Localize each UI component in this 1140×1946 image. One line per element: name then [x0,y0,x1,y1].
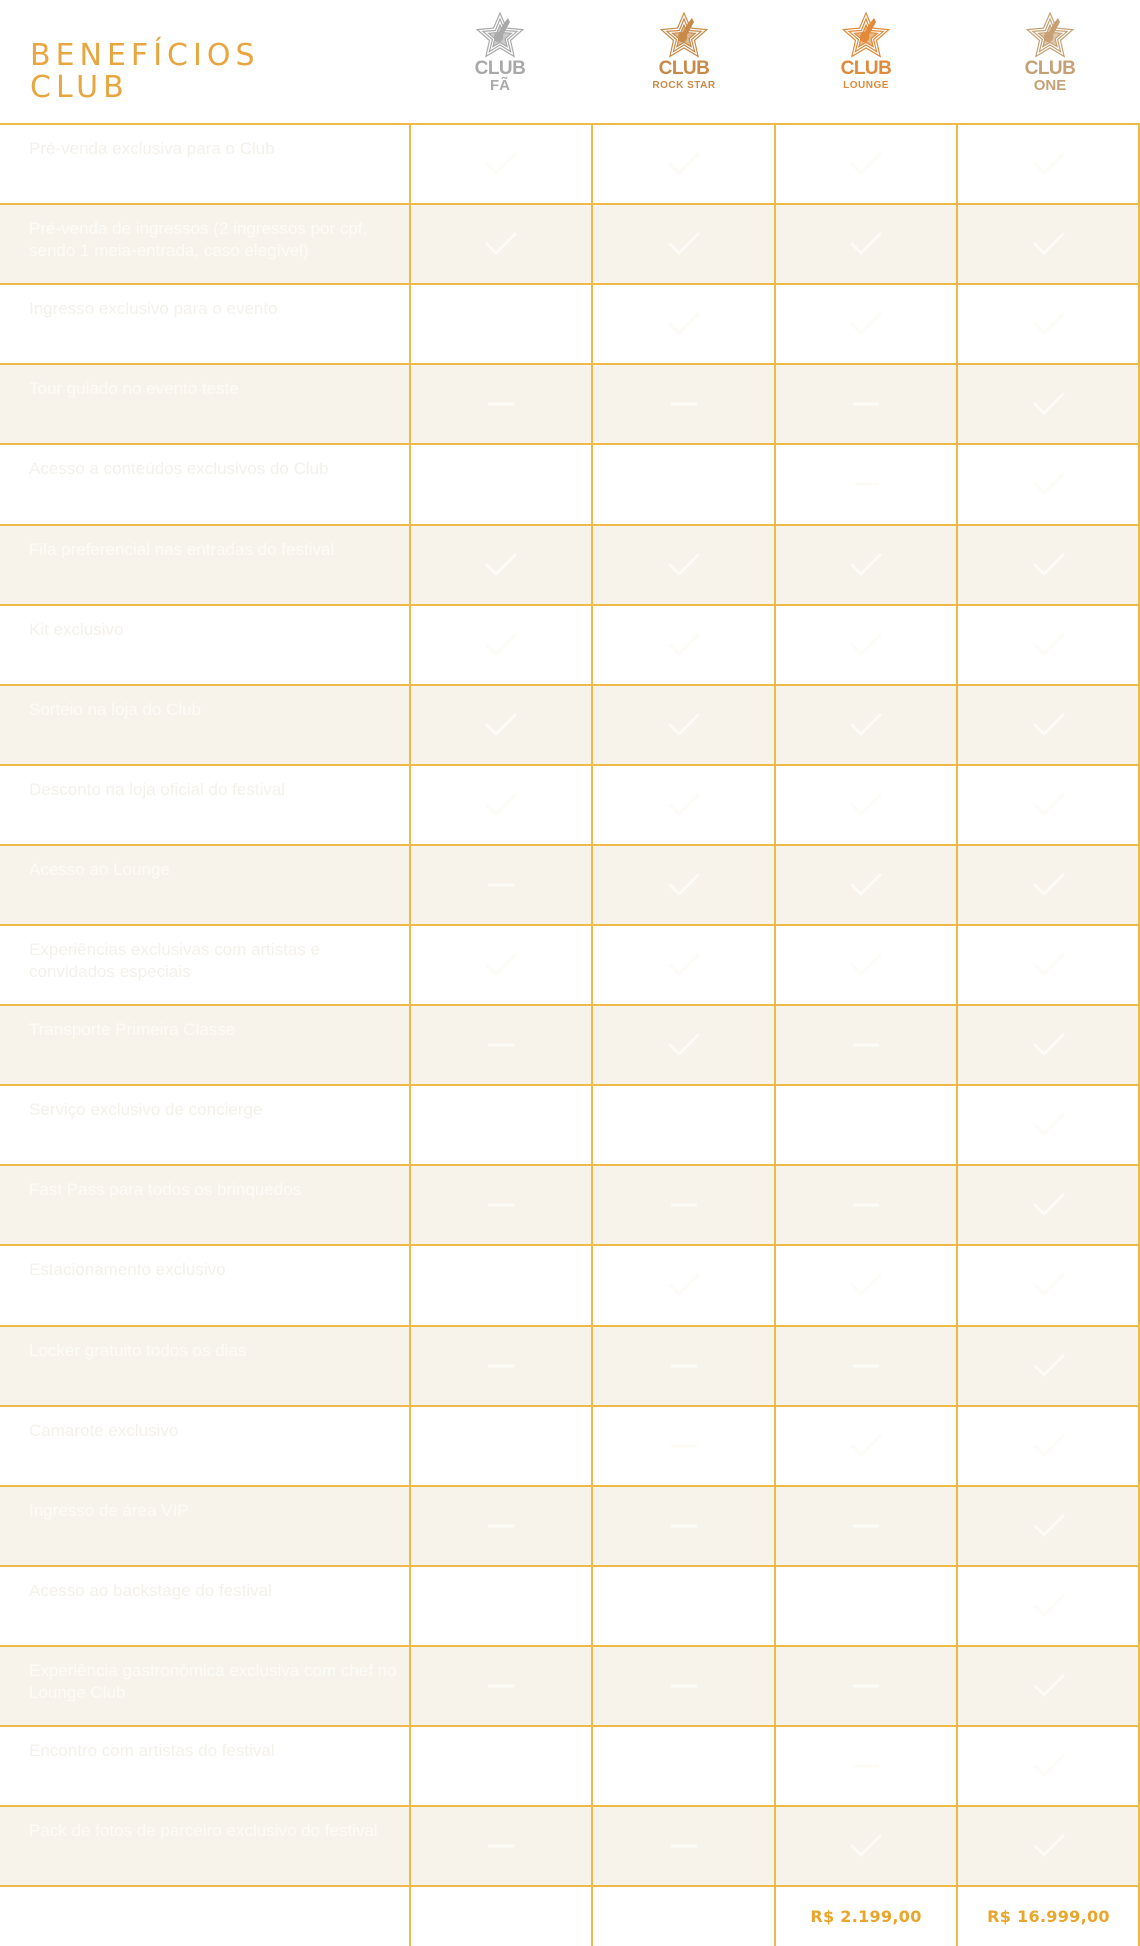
benefit-title: Ingresso exclusivo para o evento [29,299,278,318]
plan-1-cell [410,444,592,524]
benefit-cell [0,685,410,765]
dash-icon [853,1523,879,1529]
dash-icon [488,1363,514,1369]
row-divider [0,924,1140,926]
plan-name-label: ONE [1033,77,1067,94]
dash-icon [488,1843,514,1849]
plan-4-cell [957,444,1140,524]
dash-icon [671,1683,697,1689]
check-icon [1032,952,1066,978]
plan-3-cell [775,1486,957,1566]
dash-icon [853,1202,879,1208]
benefit-cell [0,1806,410,1886]
plan-1-cell [410,364,592,444]
benefit-cell [0,1646,410,1726]
plan-2-cell [592,925,775,1005]
benefit-cell [0,845,410,925]
check-icon [667,552,701,578]
row-divider [0,1164,1140,1166]
check-icon [1032,1433,1066,1459]
plan-3-cell [775,925,957,1005]
plan-3-cell [775,525,957,605]
plan-3-cell [775,1245,957,1325]
plan-2-cell [592,1726,775,1806]
table-row [0,1726,1140,1806]
plan-name-label: LOUNGE [843,80,889,91]
check-icon [484,552,518,578]
dash-icon [488,1042,514,1048]
plan-1-cell [410,525,592,605]
row-divider [0,123,1140,125]
table-row [0,124,1140,204]
dash-icon [488,1202,514,1208]
row-divider [0,1485,1140,1487]
table-row [0,605,1140,685]
plan-2-cell [592,1005,775,1085]
benefit-cell [0,124,410,204]
dash-icon [853,481,879,487]
row-divider [0,844,1140,846]
check-icon [667,632,701,658]
benefit-title: Pack de fotos de parceiro exclusivo do festival [29,1821,378,1840]
plan-4-cell [957,284,1140,364]
star-guitar-icon [474,10,526,60]
plan-logo-rock-star [624,10,744,106]
check-icon [667,231,701,257]
benefit-cell [0,364,410,444]
row-divider [0,1565,1140,1567]
plan-1-cell [410,1486,592,1566]
benefit-cell [0,1005,410,1085]
check-icon [1032,1673,1066,1699]
plan-3-cell [775,364,957,444]
plan-club-label: CLUB [1024,58,1076,79]
plan-3-cell [775,124,957,204]
row-divider [0,524,1140,526]
plan-club-label: CLUB [658,58,710,79]
column-divider [956,123,958,1946]
plan-3-cell [775,845,957,925]
check-icon [484,632,518,658]
check-icon [667,311,701,337]
dash-icon [853,1763,879,1769]
dash-icon [853,401,879,407]
plan-1-cell [410,1726,592,1806]
benefit-cell [0,525,410,605]
table-row [0,845,1140,925]
plan-2-cell [592,1165,775,1245]
check-icon [1032,872,1066,898]
check-icon [849,952,883,978]
benefit-cell [0,765,410,845]
plan-4-cell [957,605,1140,685]
plan-1-cell [410,925,592,1005]
benefit-title: Estacionamento exclusivo [29,1260,226,1279]
benefit-cell [0,284,410,364]
check-icon [667,952,701,978]
benefit-title: Experiência gastronômica exclusiva com chef no Lounge Club [29,1661,397,1702]
column-divider [591,123,593,1946]
dash-icon [671,1523,697,1529]
row-divider [0,443,1140,445]
benefit-title: Ingresso de área VIP [29,1501,189,1520]
plan-1-cell [410,1566,592,1646]
check-icon [1032,1753,1066,1779]
plan-1-cell [410,765,592,845]
benefit-title: Fast Pass para todos os brinquedos [29,1180,302,1199]
plan-3-cell [775,1806,957,1886]
check-icon [1032,712,1066,738]
check-icon [667,792,701,818]
check-icon [484,712,518,738]
star-guitar-icon [658,10,710,60]
check-icon [667,151,701,177]
plan-4-cell [957,1085,1140,1165]
table-row [0,204,1140,284]
check-icon [484,151,518,177]
plan-club-label: CLUB [840,58,892,79]
plan-3-cell [775,605,957,685]
benefit-title: Tour guiado no evento teste [29,379,239,398]
table-row [0,444,1140,524]
star-guitar-icon [840,10,892,60]
check-icon [849,231,883,257]
benefit-cell [0,1406,410,1486]
plan-1-cell [410,1165,592,1245]
plan-4-cell [957,1566,1140,1646]
row-divider [0,684,1140,686]
check-icon [849,712,883,738]
header [0,0,1140,124]
table-row [0,685,1140,765]
check-icon [1032,1353,1066,1379]
plan-logo-fã [440,10,560,106]
row-divider [0,1645,1140,1647]
plan-4-cell [957,1326,1140,1406]
check-icon [1032,552,1066,578]
row-divider [0,1325,1140,1327]
plan-1-cell [410,685,592,765]
table-row [0,1806,1140,1886]
benefit-title: Transporte Primeira Classe [29,1020,236,1039]
check-icon [1032,632,1066,658]
dash-icon [671,1443,697,1449]
check-icon [1032,391,1066,417]
page-title [30,40,260,104]
check-icon [849,151,883,177]
row-divider [0,363,1140,365]
plan-3-cell [775,1326,957,1406]
dash-icon [671,1202,697,1208]
plan-name-label: FÃ [490,77,510,94]
benefit-cell [0,1085,410,1165]
plan-1-cell [410,1406,592,1486]
benefit-cell [0,1165,410,1245]
row-divider [0,1405,1140,1407]
plan-4-cell [957,1406,1140,1486]
plan-4-cell [957,1245,1140,1325]
benefit-title: Locker gratuito todos os dias [29,1341,247,1360]
check-icon [1032,311,1066,337]
table-row [0,525,1140,605]
table-row [0,1406,1140,1486]
table-row [0,364,1140,444]
plan-4-cell [957,1646,1140,1726]
plan-price: R$ 16.999,00 [987,1906,1110,1926]
benefit-cell [0,1726,410,1806]
dash-icon [671,401,697,407]
plan-1-cell [410,1646,592,1726]
plan-3-cell [775,1406,957,1486]
benefit-cell [0,1486,410,1566]
benefit-cell [0,605,410,685]
benefit-cell [0,444,410,524]
plan-3-cell [775,1165,957,1245]
plan-4-cell [957,765,1140,845]
row-divider [0,604,1140,606]
plan-2-cell [592,1486,775,1566]
row-divider [0,1725,1140,1727]
plan-4-cell [957,845,1140,925]
table-row [0,1245,1140,1325]
plan-1-cell [410,1245,592,1325]
plan-4-cell [957,1806,1140,1886]
plan-1-cell [410,845,592,925]
check-icon [1032,1593,1066,1619]
plan-2-cell [592,1326,775,1406]
dash-icon [488,882,514,888]
plan-3-cell [775,1085,957,1165]
plan-1-cell [410,124,592,204]
plan-4-cell [957,925,1140,1005]
plan-4-cell [957,364,1140,444]
table-row [0,1486,1140,1566]
column-divider [409,123,411,1946]
plan-3-cell [775,444,957,524]
dash-icon [853,1042,879,1048]
check-icon [667,712,701,738]
plan-logo-one [990,10,1110,106]
check-icon [849,632,883,658]
check-icon [849,1433,883,1459]
benefit-title: Encontro com artistas do festival [29,1741,275,1760]
check-icon [484,792,518,818]
plan-2-cell [592,1245,775,1325]
table-row [0,765,1140,845]
plan-4-cell [957,1165,1140,1245]
plan-2-cell [592,765,775,845]
benefit-cell [0,1245,410,1325]
column-divider [774,123,776,1946]
benefit-title: Pré-venda exclusiva para o Club [29,139,275,158]
title-line-1: BENEFÍCIOS [30,38,260,73]
check-icon [667,1272,701,1298]
plan-1-cell [410,284,592,364]
plan-2-cell [592,1406,775,1486]
plan-1-cell [410,1806,592,1886]
plan-4-cell [957,124,1140,204]
table-row [0,1646,1140,1726]
plan-3-cell [775,1726,957,1806]
check-icon [1032,1513,1066,1539]
plan-2-cell [592,1806,775,1886]
benefit-title: Fila preferencial nas entradas do festival [29,540,335,559]
plan-3-cell [775,204,957,284]
check-icon [849,311,883,337]
plan-4-cell [957,1486,1140,1566]
plan-3-cell [775,765,957,845]
dash-icon [671,1843,697,1849]
plan-3-cell [775,685,957,765]
row-divider [0,1084,1140,1086]
plan-1-cell [410,605,592,685]
table-row [0,284,1140,364]
benefit-cell [0,925,410,1005]
table-row [0,1326,1140,1406]
plan-2-cell [592,845,775,925]
check-icon [1032,1272,1066,1298]
dash-icon [488,1523,514,1529]
check-icon [849,872,883,898]
benefit-title: Acesso a conteúdos exclusivos do Club [29,459,329,478]
plan-1-cell [410,1085,592,1165]
check-icon [1032,1192,1066,1218]
row-divider [0,283,1140,285]
check-icon [1032,151,1066,177]
check-icon [849,1272,883,1298]
check-icon [484,952,518,978]
plan-1-cell [410,1326,592,1406]
check-icon [1032,792,1066,818]
table-row [0,1005,1140,1085]
plan-name-label: ROCK STAR [652,80,716,91]
check-icon [849,552,883,578]
benefit-cell [0,204,410,284]
plan-3-cell [775,1005,957,1085]
plan-1-cell [410,204,592,284]
plan-2-cell [592,605,775,685]
check-icon [667,1032,701,1058]
plan-4-cell [957,1005,1140,1085]
dash-icon [853,1363,879,1369]
check-icon [1032,1032,1066,1058]
plan-4-cell [957,685,1140,765]
plan-2-cell [592,204,775,284]
plan-3-cell [775,1646,957,1726]
benefit-title: Acesso ao backstage do festival [29,1581,272,1600]
plan-3-cell [775,284,957,364]
dash-icon [853,1683,879,1689]
row-divider [0,203,1140,205]
plan-4-cell [957,1726,1140,1806]
row-divider [0,1004,1140,1006]
check-icon [1032,231,1066,257]
plan-2-cell [592,1646,775,1726]
benefit-title: Kit exclusivo [29,620,124,639]
dash-icon [488,401,514,407]
check-icon [849,792,883,818]
row-divider [0,764,1140,766]
benefit-title: Desconto na loja oficial do festival [29,780,286,799]
plan-2-cell [592,364,775,444]
row-divider [0,1805,1140,1807]
plan-2-cell [592,444,775,524]
benefit-title: Camarote exclusivo [29,1421,179,1440]
check-icon [1032,1112,1066,1138]
benefit-cell [0,1566,410,1646]
benefit-title: Sorteio na loja do Club [29,700,202,719]
check-icon [1032,471,1066,497]
plan-4-cell [957,204,1140,284]
plan-2-cell [592,124,775,204]
dash-icon [671,1363,697,1369]
plan-logo-lounge [806,10,926,106]
table-row [0,925,1140,1005]
plan-4-cell [957,525,1140,605]
check-icon [849,1833,883,1859]
plan-price: R$ 2.199,00 [810,1906,922,1926]
plan-3-cell [775,1566,957,1646]
benefit-cell [0,1326,410,1406]
table-row [0,1566,1140,1646]
check-icon [667,872,701,898]
benefit-title: Serviço exclusivo de concierge [29,1100,263,1119]
check-icon [484,231,518,257]
benefit-title: Pré-venda de ingressos (2 ingressos por cpf, sendo 1 meia-entrada, caso elegível) [29,219,368,260]
benefit-title: Experiências exclusivas com artistas e convidados especiais [29,940,321,981]
plan-1-cell [410,1005,592,1085]
plan-club-label: CLUB [474,58,526,79]
plan-2-cell [592,525,775,605]
plan-2-cell [592,1566,775,1646]
plan-2-cell [592,685,775,765]
check-icon [1032,1833,1066,1859]
row-divider [0,1244,1140,1246]
table-row [0,1165,1140,1245]
star-guitar-icon [1024,10,1076,60]
table-row [0,1085,1140,1165]
plan-2-cell [592,1085,775,1165]
title-line-2: CLUB [30,70,129,105]
dash-icon [488,1683,514,1689]
benefit-title: Acesso ao Lounge [29,860,170,879]
plan-2-cell [592,284,775,364]
